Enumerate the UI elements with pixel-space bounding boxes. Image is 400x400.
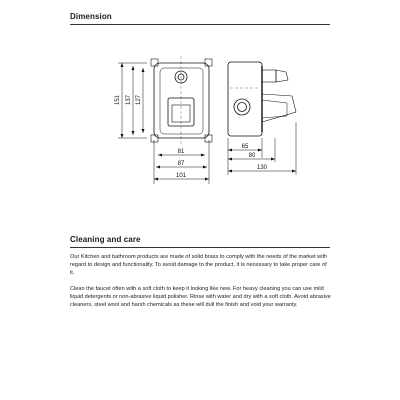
mount-ear-tl <box>151 59 158 66</box>
side-view <box>228 62 296 136</box>
dim-130-label: 130 <box>256 165 268 171</box>
dim-151-label: 151 <box>115 94 121 106</box>
mount-ear-bl <box>151 135 158 142</box>
side-view-body <box>228 62 262 136</box>
dim-87-label: 87 <box>177 161 185 167</box>
cartridge-detail <box>262 100 287 118</box>
cleaning-heading: Cleaning and care <box>70 235 141 244</box>
cleaning-divider <box>70 247 330 248</box>
care-paragraph-1: Our Kitchen and bathroom products are made of solid brass to comply with the needs of the market with regard to design and functionality. To avoid damage to the product, it is necessary to take proper care of it. <box>70 254 328 277</box>
dim-80-label: 80 <box>248 153 256 159</box>
mount-ear-tr <box>205 59 212 66</box>
front-view <box>151 56 212 146</box>
side-outlet-circle <box>234 99 250 115</box>
dim-65-label: 65 <box>241 144 249 150</box>
dim-127-label: 127 <box>136 94 142 106</box>
shaft-tip <box>276 70 288 82</box>
dim-101-label: 101 <box>175 173 187 179</box>
mount-ear-br <box>205 135 212 142</box>
upper-shaft <box>262 70 276 82</box>
dim-81-label: 81 <box>177 149 185 155</box>
care-paragraph-2: Clean the faucet often with a soft cloth to keep it looking like new. For heavy cleaning you can use mild liquid detergents or non-abrasive liquid polisher. Rinse with water and dry with a soft cloth. Avoid abrasive cleaners, steel wool and harsh chemicals as these will dull the finish and void your warranty. <box>70 286 331 309</box>
side-outlet-core <box>238 103 247 112</box>
arrowheads <box>121 63 297 181</box>
height-dimensions <box>118 63 147 138</box>
dim-137-label: 137 <box>126 94 132 106</box>
dimension-heading: Dimension <box>70 12 112 21</box>
front-view-inner <box>160 68 203 134</box>
